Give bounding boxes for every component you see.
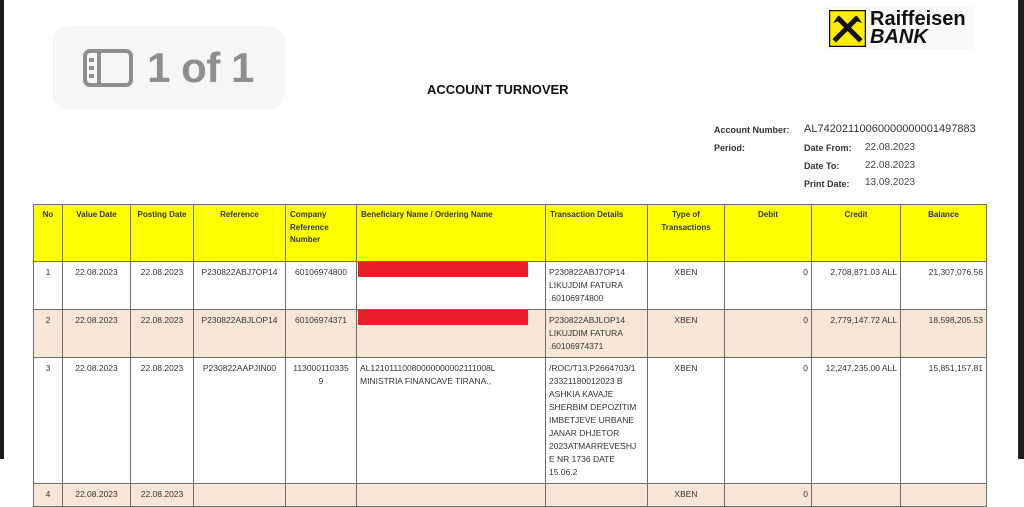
logo-line-2: BANK [870, 26, 928, 48]
cell-transaction-details [546, 358, 648, 484]
cell-no: 3 [34, 358, 63, 484]
company-ref-line: 9 [318, 376, 324, 386]
detail-line: P230822ABJ7OP14 [549, 267, 626, 277]
period-label-text: Period: [714, 143, 746, 153]
account-turnover-table [33, 204, 987, 507]
print-date-value: 13.09.2023 [865, 177, 916, 188]
cell-no: 2 [34, 310, 63, 358]
cell-value-date: 22.08.2023 [63, 310, 131, 358]
sidebar-panel-icon [83, 49, 133, 87]
date-to-label-text: Date To: [804, 161, 840, 171]
account-number-value: AL74202110060000000001497883 [804, 123, 976, 135]
cell-value-date: 22.08.2023 [63, 358, 131, 484]
cell-balance [901, 484, 987, 507]
account-number-label [714, 125, 790, 135]
table-header-row [34, 205, 987, 262]
detail-line: .60106974371 [549, 341, 604, 351]
cell-debit: 0 [725, 358, 812, 484]
cell-company-reference [286, 358, 357, 484]
cell-type: XBEN [648, 262, 725, 310]
detail-line: 15.06.2 [549, 467, 578, 477]
cell-company-reference: 60106974800 [286, 262, 357, 310]
date-from-value: 22.08.2023 [865, 142, 916, 153]
cell-company-reference [286, 484, 357, 507]
redaction-bar [358, 262, 528, 277]
header-balance: Balance [901, 205, 987, 262]
account-number-label-text: Account Number: [714, 125, 790, 135]
header-debit: Debit [725, 205, 812, 262]
cell-value-date: 22.08.2023 [63, 484, 131, 507]
window-edge-right [1019, 0, 1024, 459]
cell-no: 4 [34, 484, 63, 507]
cell-type: XBEN [648, 358, 725, 484]
cell-balance: 15,851,157.81 [901, 358, 987, 484]
header-credit: Credit [812, 205, 901, 262]
cell-credit: 12,247,235.00 ALL [812, 358, 901, 484]
date-from-label-text: Date From: [804, 143, 852, 153]
cell-posting-date: 22.08.2023 [131, 484, 194, 507]
period-label [714, 143, 745, 153]
cell-beneficiary [357, 484, 546, 507]
window-edge-left [0, 0, 4, 459]
cell-posting-date: 22.08.2023 [131, 262, 194, 310]
cell-transaction-details [546, 484, 648, 507]
date-to-label [804, 161, 839, 171]
detail-line: E NR 1736 DATE [549, 454, 615, 464]
beneficiary-line: AL12101110080000000002111008L [360, 363, 496, 373]
table-row [34, 310, 987, 358]
cell-transaction-details [546, 262, 648, 310]
detail-line: P230822ABJLOP14 [549, 315, 626, 325]
cell-credit: 2,708,871.03 ALL [812, 262, 901, 310]
detail-line: SHERBIM DEPOZITIM [549, 402, 637, 412]
header-posting-date: Posting Date [131, 205, 194, 262]
table-row [34, 358, 987, 484]
cell-reference [194, 484, 286, 507]
company-ref-line: 113000110335 [293, 363, 349, 373]
cell-credit [812, 484, 901, 507]
cell-beneficiary [357, 358, 546, 484]
header-transaction-details: Transaction Details [546, 205, 648, 262]
page-count-text: 1 of 1 [147, 43, 254, 91]
cell-debit: 0 [725, 262, 812, 310]
detail-line: 23321180012023 B [549, 376, 623, 386]
cell-transaction-details [546, 310, 648, 358]
print-date-label-text: Print Date: [804, 179, 850, 189]
cell-credit: 2,779,147.72 ALL [812, 310, 901, 358]
cell-reference: P230822AAPJIN00 [194, 358, 286, 484]
header-no: No [34, 205, 63, 262]
detail-line: IMBETJEVE URBANE [549, 415, 635, 425]
table-row [34, 262, 987, 310]
detail-line: LIKUJDIM FATURA [549, 328, 623, 338]
cell-beneficiary [357, 310, 546, 358]
cell-value-date: 22.08.2023 [63, 262, 131, 310]
cell-beneficiary [357, 262, 546, 310]
print-date-label [804, 179, 850, 189]
redaction-bar [358, 310, 528, 325]
detail-line: ASHKIA KAVAJE [549, 389, 614, 399]
cell-reference: P230822ABJLOP14 [194, 310, 286, 358]
date-from-label [804, 143, 852, 153]
raiffeisen-bank-logo [826, 6, 974, 50]
cell-posting-date: 22.08.2023 [131, 310, 194, 358]
header-value-date: Value Date [63, 205, 131, 262]
detail-line: .60106974800 [549, 293, 604, 303]
logo-text [870, 10, 966, 46]
table-row [34, 484, 987, 507]
cell-debit: 0 [725, 484, 812, 507]
detail-line: 2023ATMARREVESHJ [549, 441, 637, 451]
header-beneficiary: Beneficiary Name / Ordering Name [357, 205, 546, 262]
cell-debit: 0 [725, 310, 812, 358]
cell-reference: P230822ABJ7OP14 [194, 262, 286, 310]
detail-line: /ROC/T13.P2664703/1 [549, 363, 636, 373]
beneficiary-line: MINISTRIA FINANCAVE TIRANA., [360, 376, 491, 386]
cell-company-reference: 60106974371 [286, 310, 357, 358]
detail-line: JANAR DHJETOR [549, 428, 620, 438]
cell-type: XBEN [648, 310, 725, 358]
cell-type: XBEN [648, 484, 725, 507]
date-to-value: 22.08.2023 [865, 160, 916, 171]
header-company-reference: Company Reference Number [286, 205, 357, 262]
header-reference: Reference [194, 205, 286, 262]
header-type: Type of Transactions [648, 205, 725, 262]
logo-line-1: Raiffeisen [870, 8, 966, 30]
cell-posting-date: 22.08.2023 [131, 358, 194, 484]
cell-balance: 21,307,076.56 [901, 262, 987, 310]
document-title: ACCOUNT TURNOVER [427, 82, 569, 97]
detail-line: LIKUJDIM FATURA [549, 280, 623, 290]
page-indicator[interactable] [52, 26, 285, 109]
raiffeisen-gable-cross-icon [829, 10, 866, 47]
cell-balance: 18,598,205.53 [901, 310, 987, 358]
cell-no: 1 [34, 262, 63, 310]
